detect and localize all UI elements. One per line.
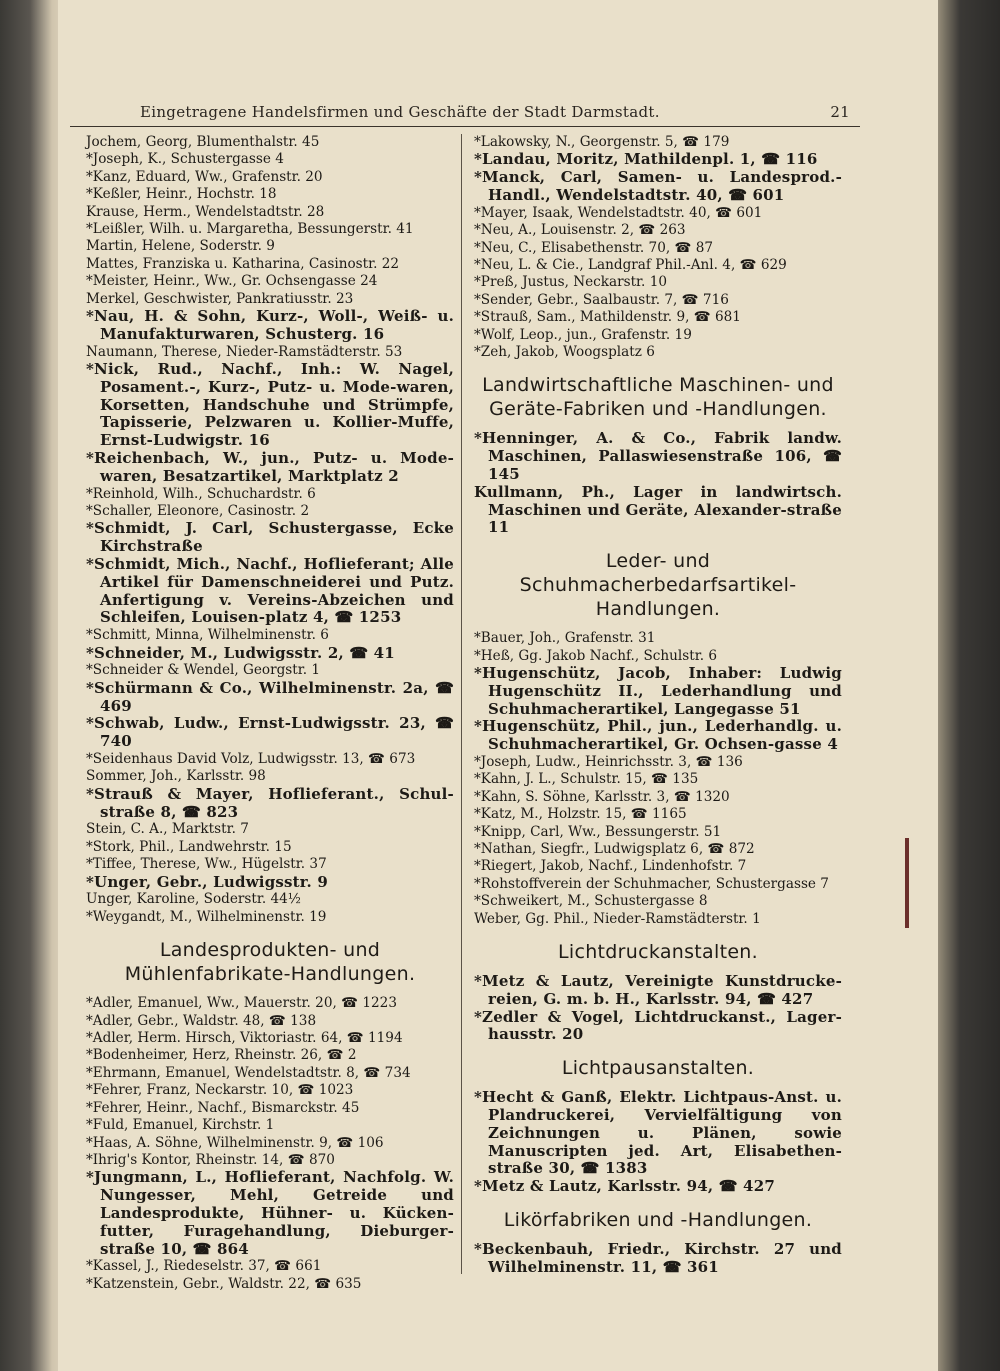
directory-section — [474, 940, 842, 1044]
directory-entry: *Adler, Herm. Hirsch, Viktoriastr. 64, ☎ 1194 — [86, 1030, 403, 1047]
directory-entry: *Neu, C., Elisabethenstr. 70, ☎ 87 — [474, 239, 714, 256]
directory-entry: *Nathan, Siegfr., Ludwigsplatz 6, ☎ 872 — [474, 841, 755, 858]
left-entry-list — [86, 134, 454, 926]
directory-entry: *Riegert, Jakob, Nachf., Lindenhofstr. 7 — [474, 858, 747, 875]
directory-entry: *Unger, Gebr., Ludwigsstr. 9 — [86, 872, 329, 891]
directory-entry: Weber, Gg. Phil., Nieder-Ramstädterstr. 1 — [474, 910, 761, 927]
directory-entry: *Hugenschütz, Jacob, Inhaber: Ludwig Hugenschütz II., Lederhandlung und Schuhmacherartikel, Langegasse 51 — [474, 664, 842, 718]
section-title: Lichtdruckanstalten. — [557, 941, 758, 964]
directory-entry: *Schneider, M., Ludwigsstr. 2, ☎ 41 — [86, 643, 395, 662]
directory-entry: *Bauer, Joh., Grafenstr. 31 — [474, 630, 656, 647]
directory-entry: *Henninger, A. & Co., Fabrik landw. Maschinen, Pallaswiesenstraße 106, ☎ 145 — [474, 429, 842, 484]
directory-entry: *Strauß, Sam., Mathildenstr. 9, ☎ 681 — [474, 309, 741, 326]
directory-entry: *Fuld, Emanuel, Kirchstr. 1 — [86, 1117, 275, 1134]
directory-entry: *Schneider & Wendel, Georgstr. 1 — [86, 662, 321, 679]
directory-entry: *Katzenstein, Gebr., Waldstr. 22, ☎ 635 — [86, 1275, 362, 1292]
right-sections — [474, 373, 842, 1276]
directory-entry: *Schürmann & Co., Wilhelminenstr. 2a, ☎ 469 — [86, 678, 454, 715]
directory-entry: *Ehrmann, Emanuel, Wendelstadtstr. 8, ☎ 734 — [86, 1064, 411, 1081]
directory-entry: Martin, Helene, Soderstr. 9 — [86, 238, 275, 255]
right-column — [474, 134, 842, 1277]
directory-entry: Naumann, Therese, Nieder-Ramstädterstr. 53 — [86, 343, 403, 360]
directory-entry: *Sender, Gebr., Saalbaustr. 7, ☎ 716 — [474, 291, 729, 308]
directory-section — [474, 1208, 842, 1277]
directory-entry: *Reichenbach, W., jun., Putz- u. Mode-waren, Besatzartikel, Marktplatz 2 — [86, 449, 454, 485]
directory-entry: *Metz & Lautz, Vereinigte Kunstdrucke-reien, G. m. b. H., Karlsstr. 94, ☎ 427 — [474, 972, 842, 1008]
section-entry-list — [474, 630, 842, 928]
directory-section — [474, 373, 842, 537]
directory-entry: *Adler, Emanuel, Ww., Mauerstr. 20, ☎ 1223 — [86, 995, 397, 1012]
left-column — [86, 134, 454, 1293]
directory-entry: *Seidenhaus David Volz, Ludwigsstr. 13, ☎ 673 — [86, 751, 416, 768]
directory-entry: *Preß, Justus, Neckarstr. 10 — [474, 274, 668, 291]
bookmark-ribbon — [905, 838, 909, 928]
directory-entry: Mattes, Franziska u. Katharina, Casinostr. 22 — [86, 255, 400, 272]
directory-entry: *Fehrer, Franz, Neckarstr. 10, ☎ 1023 — [86, 1082, 354, 1099]
directory-entry: *Reinhold, Wilh., Schuchardstr. 6 — [86, 485, 316, 502]
section-entry-list — [474, 1089, 842, 1196]
directory-section — [474, 549, 842, 928]
directory-entry: *Hecht & Ganß, Elektr. Lichtpaus-Anst. u. Plandruckerei, Vervielfältigung von Zeichnungen u. Plänen, sowie Manuscripten jed. Art, Elisabethen-straße 30, ☎ 1383 — [474, 1088, 842, 1178]
directory-entry: *Katz, M., Holzstr. 15, ☎ 1165 — [474, 806, 687, 823]
directory-entry: *Hugenschütz, Phil., jun., Lederhandlg. u. Schuhmacherartikel, Gr. Ochsen-gasse 4 — [474, 717, 842, 754]
directory-entry: *Heß, Gg. Jakob Nachf., Schulstr. 6 — [474, 647, 718, 664]
directory-entry: *Keßler, Heinr., Hochstr. 18 — [86, 186, 277, 203]
directory-entry: *Kanz, Eduard, Ww., Grafenstr. 20 — [86, 168, 323, 185]
section-entry-list — [474, 430, 842, 537]
directory-entry: *Schmidt, J. Carl, Schustergasse, Ecke Kirchstraße — [86, 519, 454, 556]
directory-entry: *Kahn, J. L., Schulstr. 15, ☎ 135 — [474, 771, 699, 788]
directory-entry: *Joseph, Ludw., Heinrichsstr. 3, ☎ 136 — [474, 754, 743, 771]
directory-entry: *Stork, Phil., Landwehrstr. 15 — [86, 838, 292, 855]
directory-entry: *Nau, H. & Sohn, Kurz-, Woll-, Weiß- u. Manufakturwaren, Schusterg. 16 — [86, 307, 454, 343]
section-entry-list — [474, 973, 842, 1044]
page-number: 21 — [830, 103, 850, 121]
directory-entry: *Nick, Rud., Nachf., Inh.: W. Nagel, Posament.-, Kurz-, Putz- u. Mode-waren, Korsetten, Handschuhe und Strümpfe, Tapisserie, Pelzwaren u. Kollier-Muffe, Ernst-Ludwigstr. 16 — [86, 360, 454, 450]
section-title: Likörfabriken und -Handlungen. — [503, 1209, 813, 1232]
directory-entry: *Haas, A. Söhne, Wilhelminenstr. 9, ☎ 106 — [86, 1134, 384, 1151]
directory-entry: Kullmann, Ph., Lager in landwirtsch. Maschinen und Geräte, Alexander-straße 11 — [474, 482, 842, 537]
directory-entry: *Schweikert, M., Schustergasse 8 — [474, 893, 708, 910]
directory-entry: *Beckenbauh, Friedr., Kirchstr. 27 und Wilhelminenstr. 11, ☎ 361 — [474, 1240, 842, 1276]
directory-section — [474, 1056, 842, 1196]
directory-entry: *Meister, Heinr., Ww., Gr. Ochsengasse 24 — [86, 273, 378, 290]
directory-entry: *Ihrig's Kontor, Rheinstr. 14, ☎ 870 — [86, 1151, 335, 1168]
directory-entry: *Schmidt, Mich., Nachf., Hoflieferant; Alle Artikel für Damenschneiderei und Putz. Anfertigung v. Vereins-Abzeichen und Schleifen, Louisen-platz 4, ☎ 1253 — [86, 555, 454, 627]
header-rule — [70, 126, 860, 127]
directory-entry: Sommer, Joh., Karlsstr. 98 — [86, 768, 266, 785]
section-entry-list — [86, 995, 454, 1293]
directory-entry: *Schaller, Eleonore, Casinostr. 2 — [86, 503, 310, 520]
page-title: Eingetragene Handelsfirmen und Geschäfte der Stadt Darmstadt. — [140, 103, 660, 121]
directory-entry: *Leißler, Wilh. u. Margaretha, Bessungerstr. 41 — [86, 221, 414, 238]
directory-entry: *Adler, Gebr., Waldstr. 48, ☎ 138 — [86, 1012, 317, 1029]
directory-entry: *Landau, Moritz, Mathildenpl. 1, ☎ 116 — [474, 150, 818, 169]
directory-entry: Unger, Karoline, Soderstr. 44½ — [86, 891, 301, 908]
section-title: Landwirtschaftliche Maschinen- und Geräte-Fabriken und -Handlungen. — [482, 374, 834, 421]
directory-entry: *Mayer, Isaak, Wendelstadtstr. 40, ☎ 601 — [474, 204, 763, 221]
directory-entry: Stein, C. A., Marktstr. 7 — [86, 821, 249, 838]
directory-entry: Merkel, Geschwister, Pankratiusstr. 23 — [86, 290, 354, 307]
directory-entry: *Tiffee, Therese, Ww., Hügelstr. 37 — [86, 856, 327, 873]
directory-entry: *Metz & Lautz, Karlsstr. 94, ☎ 427 — [474, 1177, 775, 1196]
directory-entry: *Neu, A., Louisenstr. 2, ☎ 263 — [474, 222, 686, 239]
directory-entry: *Strauß & Mayer, Hoflieferant., Schul-straße 8, ☎ 823 — [86, 784, 454, 821]
directory-entry: *Wolf, Leop., jun., Grafenstr. 19 — [474, 326, 692, 343]
section-title: Lichtpausanstalten. — [561, 1057, 755, 1080]
directory-entry: *Kahn, S. Söhne, Karlsstr. 3, ☎ 1320 — [474, 788, 730, 805]
directory-entry: *Fehrer, Heinr., Nachf., Bismarckstr. 45 — [86, 1099, 360, 1116]
directory-entry: *Neu, L. & Cie., Landgraf Phil.-Anl. 4, ☎ 629 — [474, 257, 787, 274]
directory-entry: Jochem, Georg, Blumenthalstr. 45 — [86, 134, 320, 150]
directory-entry: *Kassel, J., Riedeselstr. 37, ☎ 661 — [86, 1258, 322, 1275]
directory-entry: *Bodenheimer, Herz, Rheinstr. 26, ☎ 2 — [86, 1047, 357, 1064]
section-title: Landesprodukten- und Mühlenfabrikate-Handlungen. — [124, 939, 416, 986]
directory-entry: *Joseph, K., Schustergasse 4 — [86, 151, 284, 168]
directory-entry: *Zeh, Jakob, Woogsplatz 6 — [474, 344, 655, 361]
directory-entry: *Schwab, Ludw., Ernst-Ludwigsstr. 23, ☎ 740 — [86, 714, 454, 751]
directory-entry: *Weygandt, M., Wilhelminenstr. 19 — [86, 908, 327, 925]
directory-entry: *Manck, Carl, Samen- u. Landesprod.-Handl., Wendelstadtstr. 40, ☎ 601 — [474, 168, 842, 204]
right-entry-list — [474, 134, 842, 361]
directory-entry: *Jungmann, L., Hoflieferant, Nachfolg. W. Nungesser, Mehl, Getreide und Landesprodukte, Hühner- u. Kücken-futter, Furagehandlung, Dieburger-straße 10, ☎ 864 — [86, 1168, 454, 1258]
directory-entry: *Schmitt, Minna, Wilhelminenstr. 6 — [86, 627, 329, 644]
column-divider — [461, 134, 462, 1274]
directory-entry: *Knipp, Carl, Ww., Bessungerstr. 51 — [474, 823, 722, 840]
directory-entry: *Zedler & Vogel, Lichtdruckanst., Lager-hausstr. 20 — [474, 1007, 842, 1044]
directory-entry: Krause, Herm., Wendelstadtstr. 28 — [86, 203, 325, 220]
section-title: Leder- und Schuhmacherbedarfsartikel-Handlungen. — [519, 550, 797, 621]
directory-entry: *Rohstoffverein der Schuhmacher, Schustergasse 7 — [474, 875, 829, 892]
section-entry-list — [474, 1241, 842, 1277]
directory-entry: *Lakowsky, N., Georgenstr. 5, ☎ 179 — [474, 134, 730, 150]
